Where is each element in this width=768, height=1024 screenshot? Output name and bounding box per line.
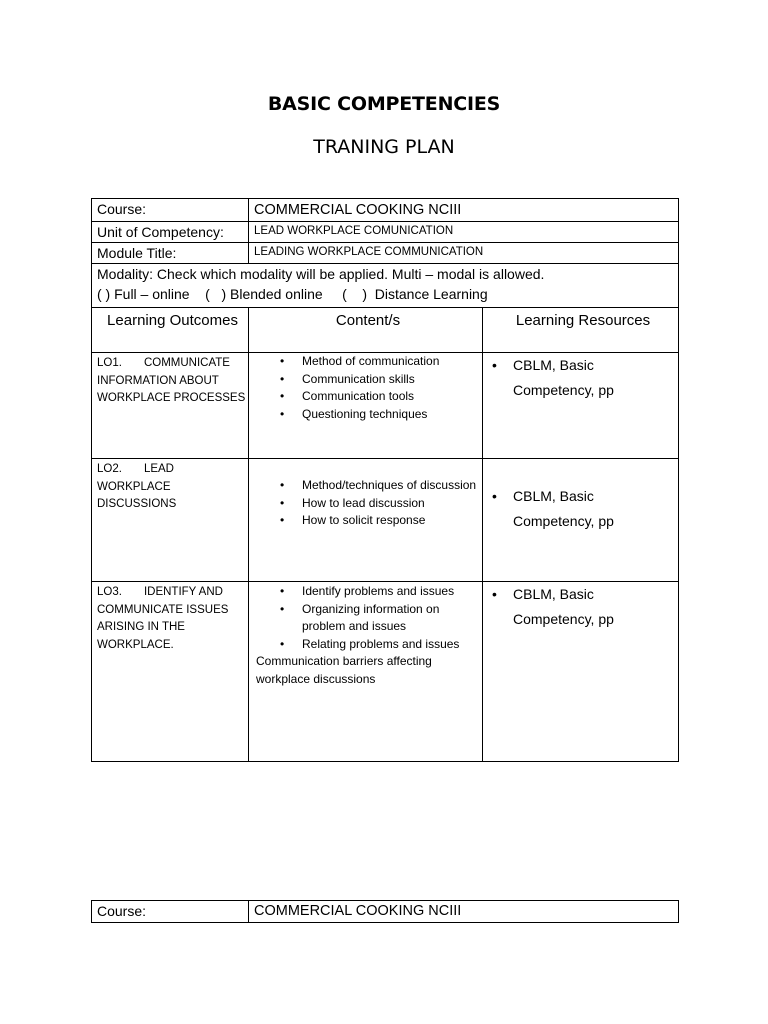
contents-list (254, 353, 482, 423)
resource-item (488, 484, 678, 534)
contents-cell (249, 459, 483, 582)
outcome-text: COMMUNICATE INFORMATION ABOUT WORKPLACE PROCESSES (97, 357, 246, 404)
learning-outcome-cell (92, 459, 249, 582)
bullet-icon: • (492, 488, 497, 504)
contents-list (254, 583, 482, 653)
resource-item (488, 582, 678, 632)
table-row (92, 353, 679, 459)
contents-cell (249, 582, 483, 762)
bullet-icon: • (492, 357, 497, 373)
unit-label: Unit of Competency: (92, 222, 249, 243)
list-item: • Organizing information on problem and issues (302, 601, 482, 636)
column-header-row (92, 308, 679, 353)
modality-cell (92, 264, 679, 308)
resources-cell (483, 353, 679, 459)
table-row (92, 582, 679, 762)
header-learning-outcomes: Learning Outcomes (92, 308, 249, 353)
resource-item (488, 353, 678, 403)
outcome-number: LO1. (97, 357, 122, 369)
course-row (92, 199, 679, 222)
list-item: • How to lead discussion (302, 495, 482, 513)
next-page-table (91, 900, 679, 923)
outcome-number: LO3. (97, 586, 122, 598)
resource-text: CBLM, Basic Competency, pp (513, 357, 614, 398)
list-item: • Method/techniques of discussion (302, 477, 482, 495)
resource-text: CBLM, Basic Competency, pp (513, 586, 614, 627)
list-item: • Identify problems and issues (302, 583, 482, 601)
resources-cell (483, 459, 679, 582)
module-label: Module Title: (92, 243, 249, 264)
resources-cell (483, 582, 679, 762)
outcome-text: IDENTIFY AND COMMUNICATE ISSUES ARISING IN THE WORKPLACE. (97, 586, 229, 651)
list-item: • Communication tools (302, 388, 482, 406)
header-learning-resources: Learning Resources (483, 308, 679, 353)
modality-options: ( ) Full – online ( ) Blended online ( ) Distance Learning (97, 286, 488, 302)
training-plan-table (91, 198, 679, 762)
list-item: • Communication skills (302, 371, 482, 389)
modality-row (92, 264, 679, 308)
course-value: COMMERCIAL COOKING NCIII (249, 199, 679, 222)
document-subtitle: TRANING PLAN (313, 136, 455, 158)
course-label: Course: (92, 199, 249, 222)
learning-outcome-cell (92, 582, 249, 762)
modality-instruction: Modality: Check which modality will be applied. Multi – modal is allowed. (97, 266, 545, 282)
list-item: • Relating problems and issues (302, 636, 482, 654)
outcome-number: LO2. (97, 463, 122, 475)
course-value: COMMERCIAL COOKING NCIII (249, 901, 679, 923)
unit-row (92, 222, 679, 243)
contents-cell (249, 353, 483, 459)
list-item: • How to solicit response (302, 512, 482, 530)
outcome-text: LEAD WORKPLACE DISCUSSIONS (97, 463, 177, 510)
module-value: LEADING WORKPLACE COMMUNICATION (249, 243, 679, 264)
table-row (92, 459, 679, 582)
header-contents: Content/s (249, 308, 483, 353)
list-item: • Questioning techniques (302, 406, 482, 424)
module-row (92, 243, 679, 264)
unit-value: LEAD WORKPLACE COMUNICATION (249, 222, 679, 243)
learning-outcome-cell (92, 353, 249, 459)
course-row (92, 901, 679, 923)
course-label: Course: (92, 901, 249, 923)
list-item: • Method of communication (302, 353, 482, 371)
content-note: Communication barriers affecting workplace discussions (256, 654, 432, 686)
contents-list (254, 477, 482, 530)
bullet-icon: • (492, 586, 497, 602)
resource-text: CBLM, Basic Competency, pp (513, 488, 614, 529)
document-title: BASIC COMPETENCIES (267, 93, 501, 115)
